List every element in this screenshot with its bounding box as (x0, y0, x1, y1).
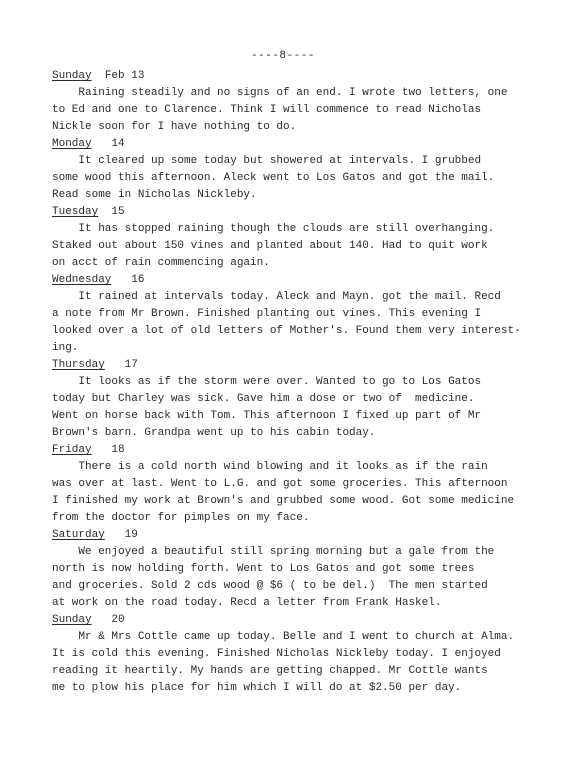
entry-date: 18 (111, 444, 125, 456)
entry-line: Raining steadily and no signs of an end. I wrote two letters, one (52, 87, 508, 99)
entry-line: Read some in Nicholas Nickleby. (52, 189, 257, 201)
diary-entry (52, 136, 522, 204)
entry-line: reading it heartily. My hands are getting chapped. Mr Cottle wants (52, 665, 488, 677)
diary-entry (52, 68, 522, 136)
entry-line: to Ed and one to Clarence. Think I will commence to read Nicholas (52, 104, 482, 116)
entry-line: It has stopped raining though the clouds are still overhanging. (52, 223, 495, 235)
entry-day: Monday (52, 138, 92, 150)
entry-line: It rained at intervals today. Aleck and Mayn. got the mail. Recd (52, 291, 501, 303)
diary-entries (52, 68, 522, 697)
entry-heading (52, 68, 522, 85)
entry-line: It looks as if the storm were over. Wanted to go to Los Gatos (52, 376, 482, 388)
entry-heading (52, 612, 522, 629)
page-number: ----8---- (251, 50, 315, 62)
diary-entry (52, 527, 522, 612)
entry-day: Sunday (52, 614, 92, 626)
entry-line: Staked out about 150 vines and planted about 140. Had to quit work (52, 240, 488, 252)
entry-day: Tuesday (52, 206, 99, 218)
entry-line: some wood this afternoon. Aleck went to Los Gatos and got the mail. (52, 172, 495, 184)
entry-day: Wednesday (52, 274, 112, 286)
entry-heading (52, 204, 522, 221)
diary-entry (52, 612, 522, 697)
entry-date: 17 (124, 359, 138, 371)
entry-day: Thursday (52, 359, 105, 371)
entry-date: 19 (124, 529, 138, 541)
entry-line: on acct of rain commencing again. (52, 257, 270, 269)
entry-line: There is a cold north wind blowing and it looks as if the rain (52, 461, 488, 473)
entry-line: from the doctor for pimples on my face. (52, 512, 310, 524)
entry-line: a note from Mr Brown. Finished planting out vines. This evening I (52, 308, 482, 320)
entry-line: Nickle soon for I have nothing to do. (52, 121, 297, 133)
entry-heading (52, 357, 522, 374)
entry-heading (52, 136, 522, 153)
diary-entry (52, 357, 522, 442)
diary-entry (52, 442, 522, 527)
entry-line: I finished my work at Brown's and grubbed some wood. Got some medicine (52, 495, 515, 507)
entry-date: 14 (111, 138, 125, 150)
entry-line: It is cold this evening. Finished Nicholas Nickleby today. I enjoyed (52, 648, 501, 660)
diary-entry (52, 204, 522, 272)
entry-line: We enjoyed a beautiful still spring morning but a gale from the (52, 546, 495, 558)
entry-date: Feb 13 (104, 70, 145, 82)
entry-day: Sunday (52, 70, 92, 82)
diary-entry (52, 272, 522, 357)
entry-day: Friday (52, 444, 92, 456)
entry-heading (52, 442, 522, 459)
entry-date: 16 (131, 274, 145, 286)
entry-line: ing. (52, 342, 79, 354)
entry-heading (52, 527, 522, 544)
entry-date: 20 (111, 614, 125, 626)
entry-line: It cleared up some today but showered at intervals. I grubbed (52, 155, 482, 167)
entry-day: Saturday (52, 529, 105, 541)
entry-date: 15 (111, 206, 125, 218)
entry-line: Brown's barn. Grandpa went up to his cabin today. (52, 427, 376, 439)
entry-line: today but Charley was sick. Gave him a dose or two of medicine. (52, 393, 475, 405)
entry-line: me to plow his place for him which I will do at $2.50 per day. (52, 682, 462, 694)
entry-line: at work on the road today. Recd a letter from Frank Haskel. (52, 597, 442, 609)
entry-heading (52, 272, 522, 289)
entry-line: and groceries. Sold 2 cds wood @ $6 ( to be del.) The men started (52, 580, 488, 592)
entry-line: looked over a lot of old letters of Mother's. Found them very interest- (52, 325, 521, 337)
entry-line: north is now holding forth. Went to Los Gatos and got some trees (52, 563, 475, 575)
entry-line: was over at last. Went to L.G. and got some groceries. This afternoon (52, 478, 508, 490)
entry-line: Went on horse back with Tom. This afternoon I fixed up part of Mr (52, 410, 482, 422)
entry-line: Mr & Mrs Cottle came up today. Belle and I went to church at Alma. (52, 631, 515, 643)
